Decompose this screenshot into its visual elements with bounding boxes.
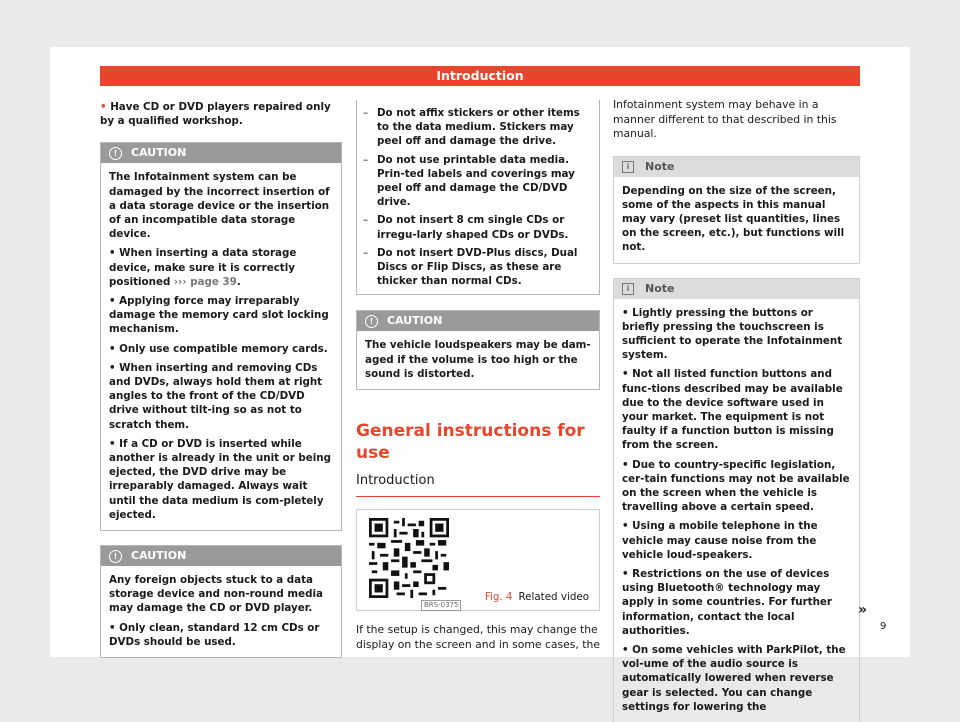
list-item: – Do not insert 8 cm single CDs or irregu-larly shaped CDs or DVDs.	[361, 213, 593, 241]
note-item-text: Due to country-specific legislation, cer-tain functions may not be available on the screen when the vehicle is travelling above a certain speed.	[622, 458, 850, 514]
caution-item-text: If a CD or DVD is inserted while another is already in the unit or being ejected, the DVD drive may be irreparably damaged. Always wait until the data medium is com-pletely ejected.	[109, 437, 331, 521]
caution-header	[101, 546, 341, 566]
caution-item: • Only use compatible memory cards.	[109, 342, 328, 355]
intro-bullet-text: Have CD or DVD players repaired only by a qualified workshop.	[100, 101, 331, 128]
note-item-text: Lightly pressing the buttons or briefly pressing the touchscreen is sufficient to operate the Infotainment system.	[622, 306, 843, 362]
caution-item: • Applying force may irreparably damage the memory card slot locking mechanism.	[109, 295, 329, 336]
caution-header	[357, 311, 599, 331]
column-left	[100, 100, 342, 658]
caution-label: CAUTION	[387, 314, 443, 328]
note-box-1	[613, 156, 860, 264]
warning-circle-icon: !	[365, 315, 378, 328]
note-body	[614, 299, 859, 722]
note-item-text: On some vehicles with ParkPilot, the vol-ume of the audio source is automatically lowered when reverse gear is selected. You can change settings for lowering the	[622, 643, 846, 713]
figure-box	[356, 509, 600, 611]
caution-item: • Only clean, standard 12 cm CDs or DVDs should be used.	[109, 621, 320, 648]
figure-tag: BRS-0375	[421, 600, 461, 611]
info-square-icon: i	[622, 161, 634, 173]
warning-circle-icon: !	[109, 147, 122, 160]
caution-item-text: Only use compatible memory cards.	[119, 342, 328, 355]
qr-code-image[interactable]	[369, 518, 449, 598]
column-middle	[356, 100, 600, 652]
page-reference-link[interactable]: ››› page 39	[173, 275, 237, 288]
column-right	[613, 98, 860, 722]
sub-title: Introduction	[356, 472, 600, 497]
note-body	[614, 177, 859, 263]
caution-box-3	[356, 310, 600, 390]
figure-caption-text: Related video	[518, 590, 589, 603]
section-heading	[356, 420, 600, 497]
caution-body	[101, 163, 341, 530]
caution-header	[101, 143, 341, 163]
caution-item: • When inserting and removing CDs and DVDs, always hold them at right angles to the front of the CD/DVD drive without tilt-ing so as not to scratch them.	[109, 361, 323, 431]
note-label: Note	[645, 281, 675, 295]
list-item: – Do not affix stickers or other items to the data medium. Stickers may peel off and damage the drive.	[361, 106, 593, 149]
caution-item: • When inserting a data storage device, make sure it is correctly positioned ››› page 39.	[109, 247, 297, 288]
note-header	[614, 279, 859, 299]
note-item: • Restrictions on the use of devices using Bluetooth® technology may apply in some countries. For further information, contact the local authorities.	[622, 567, 832, 637]
info-square-icon: i	[622, 283, 634, 295]
caution-body	[357, 331, 599, 389]
note-header	[614, 157, 859, 177]
note-item: • Using a mobile telephone in the vehicle may cause noise from the vehicle loud-speakers.	[622, 520, 818, 561]
body-paragraph: Infotainment system may behave in a manner different to that described in this manual.	[613, 98, 837, 140]
body-paragraph: If the setup is changed, this may change the display on the screen and in some cases, the	[356, 623, 600, 651]
bullet-icon: •	[100, 101, 107, 113]
figure-number: Fig. 4	[484, 590, 513, 603]
caution-item-text: Applying force may irreparably damage the memory card slot locking mechanism.	[109, 295, 329, 336]
note-item: • On some vehicles with ParkPilot, the vol-ume of the audio source is automatically lowered when reverse gear is selected. You can change settings for lowering the	[622, 643, 846, 713]
warning-circle-icon: !	[109, 550, 122, 563]
dash-list	[361, 106, 593, 288]
continued-arrow-icon: »	[858, 602, 868, 618]
caution-body	[101, 566, 341, 657]
caution-label: CAUTION	[131, 549, 187, 563]
list-item: – Do not insert DVD-Plus discs, Dual Discs or Flip Discs, as these are thicker than normal CDs.	[361, 246, 593, 289]
caution-item-text: Only clean, standard 12 cm CDs or DVDs should be used.	[109, 621, 320, 648]
note-item-text: Not all listed function buttons and func-tions described may be available due to the device software used in your market. The equipment is not faulty if a function button is missing from the screen.	[622, 368, 843, 452]
note-label: Note	[645, 159, 675, 173]
figure-caption	[485, 590, 589, 604]
section-title: General instructions for use	[356, 421, 585, 464]
caution-box-1	[100, 142, 342, 531]
caution-box-2	[100, 545, 342, 658]
caution-item: • If a CD or DVD is inserted while another is already in the unit or being ejected, the DVD drive may be irreparably damaged. Always wait until the data medium is com-pletely ejected.	[109, 437, 331, 521]
list-item: – Do not use printable data media. Prin-ted labels and coverings may peel off and damage the CD/DVD drive.	[361, 153, 593, 210]
caution-item-text: When inserting a data storage device, make sure it is correctly positioned	[109, 247, 297, 288]
intro-bullet	[100, 100, 342, 128]
caution-paragraph: Any foreign objects stuck to a data storage device and non-round media may damage the CD or DVD player.	[109, 574, 323, 615]
note-item-text: Using a mobile telephone in the vehicle may cause noise from the vehicle loud-speakers.	[622, 520, 818, 561]
dash-list-box	[356, 100, 600, 295]
note-item-text: Restrictions on the use of devices using Bluetooth® technology may apply in some countries. For further information, contact the local authorities.	[622, 567, 832, 637]
note-item: • Not all listed function buttons and func-tions described may be available due to the device software used in your market. The equipment is not faulty if a function button is missing from the screen.	[622, 368, 843, 452]
caution-paragraph: The vehicle loudspeakers may be dam-aged if the volume is too high or the sound is distorted.	[365, 339, 591, 380]
caution-paragraph: The Infotainment system can be damaged by the incorrect insertion of a data storage device or the insertion of an incompatible data storage device.	[109, 171, 330, 241]
caution-item-text: When inserting and removing CDs and DVDs, always hold them at right angles to the front of the CD/DVD drive without tilt-ing so as not to scratch them.	[109, 361, 323, 431]
page-number: 9	[880, 621, 887, 632]
chapter-header: Introduction	[100, 66, 860, 86]
note-item: • Lightly pressing the buttons or briefly pressing the touchscreen is sufficient to operate the Infotainment system.	[622, 306, 843, 362]
caution-label: CAUTION	[131, 146, 187, 160]
note-paragraph: Depending on the size of the screen, some of the aspects in this manual may vary (preset list quantities, lines on the screen, etc.), but functions will not.	[622, 184, 845, 254]
note-box-2	[613, 278, 860, 722]
note-item: • Due to country-specific legislation, cer-tain functions may not be available on the screen when the vehicle is travelling above a certain speed.	[622, 458, 850, 514]
